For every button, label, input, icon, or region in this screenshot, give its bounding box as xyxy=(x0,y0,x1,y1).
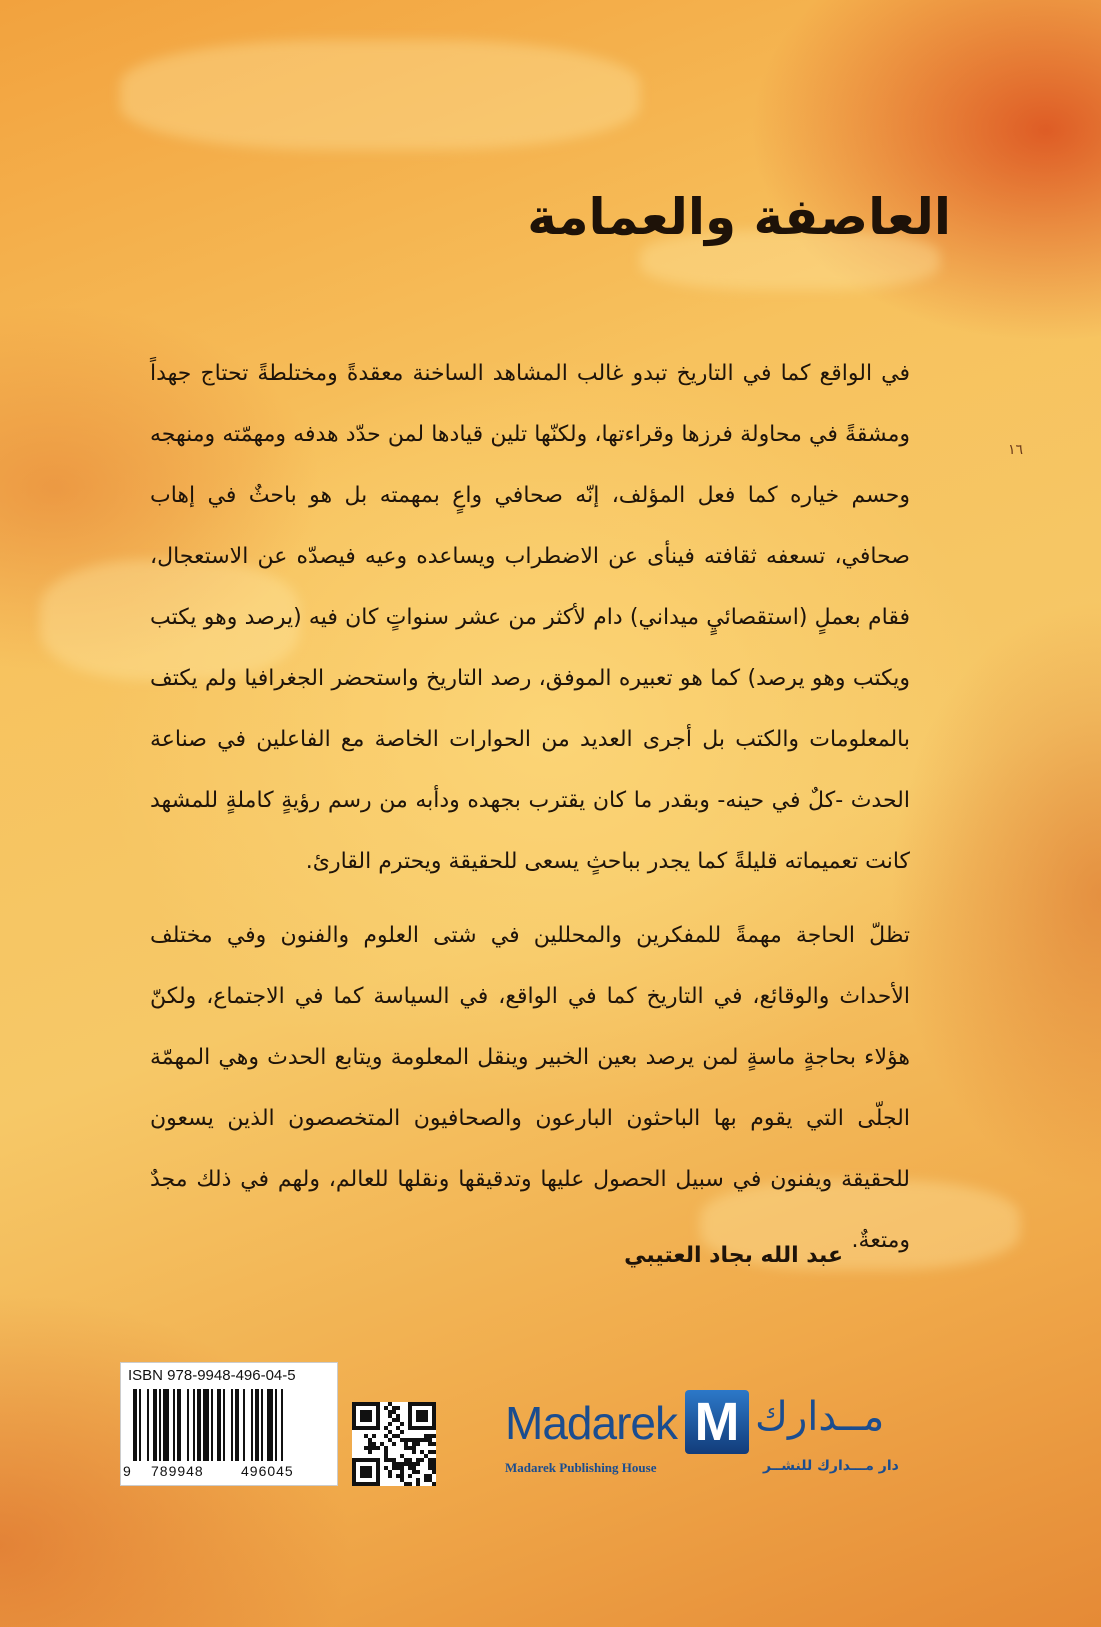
qr-module xyxy=(428,1434,432,1438)
barcode-bar xyxy=(193,1389,195,1461)
qr-module xyxy=(416,1438,420,1442)
qr-module xyxy=(392,1418,396,1422)
qr-module xyxy=(396,1474,400,1478)
qr-module xyxy=(368,1442,372,1446)
qr-module xyxy=(392,1462,396,1466)
qr-module xyxy=(388,1430,392,1434)
qr-module xyxy=(404,1458,408,1462)
publisher-m-icon: M xyxy=(685,1390,749,1454)
qr-module xyxy=(428,1478,432,1482)
qr-module xyxy=(392,1466,396,1470)
qr-module xyxy=(380,1442,384,1446)
margin-mark: ١٦ xyxy=(1008,442,1024,458)
qr-module xyxy=(424,1474,428,1478)
qr-module xyxy=(412,1438,416,1442)
barcode-bar xyxy=(197,1389,201,1461)
qr-module xyxy=(388,1410,392,1414)
qr-module xyxy=(392,1410,396,1414)
qr-module xyxy=(432,1450,436,1454)
qr-module xyxy=(396,1414,400,1418)
qr-module xyxy=(404,1462,408,1466)
qr-module xyxy=(408,1462,412,1466)
qr-module xyxy=(412,1446,416,1450)
qr-module xyxy=(388,1470,392,1474)
barcode-digits-right: 496045 xyxy=(241,1463,294,1479)
qr-module xyxy=(384,1454,388,1458)
qr-module xyxy=(428,1450,432,1454)
qr-module xyxy=(412,1470,416,1474)
qr-module xyxy=(416,1458,420,1462)
qr-module xyxy=(396,1434,400,1438)
qr-module xyxy=(416,1470,420,1474)
publisher-name-latin: Madarek xyxy=(505,1397,677,1449)
qr-module xyxy=(388,1402,392,1406)
barcode-bar xyxy=(261,1389,263,1461)
barcode-digit-first: 9 xyxy=(123,1463,132,1479)
qr-module xyxy=(428,1458,432,1462)
qr-module xyxy=(408,1438,412,1442)
qr-module xyxy=(392,1434,396,1438)
qr-module xyxy=(364,1446,368,1450)
qr-module xyxy=(416,1462,420,1466)
qr-module xyxy=(396,1466,400,1470)
qr-module xyxy=(432,1466,436,1470)
qr-module xyxy=(372,1434,376,1438)
barcode-bar xyxy=(223,1389,225,1461)
qr-module xyxy=(400,1470,404,1474)
publisher-name-arabic: مــدارك xyxy=(755,1394,885,1440)
qr-module xyxy=(412,1450,416,1454)
barcode-bar xyxy=(133,1389,137,1461)
paint-stroke xyxy=(120,40,640,150)
qr-module xyxy=(400,1478,404,1482)
barcode-bar xyxy=(275,1389,277,1461)
barcode-bar xyxy=(231,1389,233,1461)
qr-module xyxy=(360,1410,372,1422)
qr-module xyxy=(396,1426,400,1430)
qr-module xyxy=(388,1458,392,1462)
barcode-bar xyxy=(159,1389,161,1461)
qr-module xyxy=(404,1482,408,1486)
qr-module xyxy=(428,1466,432,1470)
qr-module xyxy=(400,1430,404,1434)
publisher-subtitle-en: Madarek Publishing House xyxy=(505,1460,657,1475)
barcode-bar xyxy=(173,1389,175,1461)
qr-module xyxy=(368,1446,372,1450)
qr-module xyxy=(432,1462,436,1466)
qr-module xyxy=(408,1482,412,1486)
qr-module xyxy=(392,1406,396,1410)
isbn-text: ISBN 978-9948-496-04-5 xyxy=(128,1367,296,1384)
qr-module xyxy=(388,1422,392,1426)
qr-module xyxy=(408,1474,412,1478)
barcode-bar xyxy=(187,1389,189,1461)
qr-module xyxy=(432,1482,436,1486)
qr-module xyxy=(388,1474,392,1478)
qr-module xyxy=(384,1458,388,1462)
barcode-digits-left: 789948 xyxy=(151,1463,204,1479)
qr-module xyxy=(404,1438,408,1442)
qr-module xyxy=(400,1474,404,1478)
qr-module xyxy=(372,1442,376,1446)
barcode-bar xyxy=(217,1389,221,1461)
barcode-bar xyxy=(243,1389,245,1461)
qr-module xyxy=(372,1446,376,1450)
qr-module xyxy=(420,1458,424,1462)
qr-module xyxy=(360,1466,372,1478)
qr-module xyxy=(384,1450,388,1454)
barcode-bar xyxy=(235,1389,239,1461)
qr-module xyxy=(384,1406,388,1410)
qr-module xyxy=(416,1442,420,1446)
qr-module xyxy=(424,1454,428,1458)
qr-module xyxy=(420,1438,424,1442)
qr-module xyxy=(428,1462,432,1466)
publisher-logo xyxy=(505,1386,935,1486)
barcode-bar xyxy=(147,1389,149,1461)
qr-module xyxy=(384,1426,388,1430)
barcode-bar xyxy=(139,1389,141,1461)
qr-module xyxy=(420,1450,424,1454)
qr-module xyxy=(384,1466,388,1470)
qr-module xyxy=(432,1470,436,1474)
barcode-bar xyxy=(211,1389,213,1461)
barcode-bar xyxy=(203,1389,209,1461)
barcode-bar xyxy=(255,1389,259,1461)
qr-module xyxy=(428,1474,432,1478)
qr-module xyxy=(412,1466,416,1470)
qr-module xyxy=(432,1458,436,1462)
qr-module xyxy=(368,1438,372,1442)
barcode-bar xyxy=(281,1389,283,1461)
qr-module xyxy=(416,1478,420,1482)
qr-module xyxy=(400,1462,404,1466)
qr-module xyxy=(400,1438,404,1442)
qr-module xyxy=(416,1410,428,1422)
qr-code xyxy=(352,1402,436,1486)
qr-module xyxy=(428,1438,432,1442)
qr-module xyxy=(412,1462,416,1466)
qr-module xyxy=(408,1466,412,1470)
qr-module xyxy=(376,1446,380,1450)
qr-module xyxy=(404,1446,408,1450)
qr-module xyxy=(388,1438,392,1442)
qr-module xyxy=(384,1434,388,1438)
qr-module xyxy=(424,1478,428,1482)
qr-module xyxy=(408,1446,412,1450)
qr-module xyxy=(412,1442,416,1446)
qr-module xyxy=(400,1454,404,1458)
barcode-bar xyxy=(177,1389,181,1461)
qr-module xyxy=(416,1482,420,1486)
qr-module xyxy=(408,1458,412,1462)
isbn-barcode xyxy=(120,1362,338,1486)
qr-module xyxy=(404,1442,408,1446)
blurb-paragraph-2: تظلّ الحاجة مهمةً للمفكرين والمحللين في شتى العلوم والفنون وفي مختلف الأحداث والوقائع، في التاريخ كما في الواقع، في السياسة كما في الاجتماع، ولكنّ هؤلاء بحاجةٍ ماسةٍ لمن يرصد بعين الخبير وينقل المعلومة ويتابع الحدث وهي المهمّة الجلّى التي يقوم بها الباحثون البارعون والصحافيون المتخصصون الذين يسعون للحقيقة ويفنون في سبيل الحصول عليها وتدقيقها ونقلها للعالم، ولهم في ذلك مجدٌ ومتعةٌ. xyxy=(150,923,910,1253)
barcode-bar xyxy=(153,1389,157,1461)
qr-module xyxy=(428,1442,432,1446)
qr-module xyxy=(432,1434,436,1438)
qr-module xyxy=(384,1446,388,1450)
qr-module xyxy=(388,1414,392,1418)
qr-module xyxy=(396,1406,400,1410)
qr-module xyxy=(392,1458,396,1462)
qr-module xyxy=(424,1434,428,1438)
qr-module xyxy=(400,1422,404,1426)
qr-module xyxy=(364,1434,368,1438)
qr-module xyxy=(432,1442,436,1446)
book-title: العاصفة والعمامة xyxy=(527,188,951,246)
blurb-paragraph-1: في الواقع كما في التاريخ تبدو غالب المشاهد الساخنة معقدةً ومختلطةً تحتاج جهداً ومشقةً في محاولة فرزها وقراءتها، ولكنّها تلين قيادها لمن حدّد هدفه ومهمّته ومنهجه وحسم خياره كما فعل المؤلف، إنّه صحافي واعٍ بمهمته بل هو باحثٌ في إهاب صحافي، تسعفه ثقافته فينأى عن الاضطراب ويساعده وعيه فيصدّه عن الاستعجال، فقام بعملٍ (استقصائيٍ ميداني) دام لأكثر من عشر سنواتٍ كان فيه (يرصد وهو يكتب ويكتب وهو يرصد) كما هو تعبيره الموفق، رصد التاريخ واستحضر الجغرافيا ولم يكتف بالمعلومات والكتب بل أجرى العديد من الحوارات الخاصة مع الفاعلين في صناعة الحدث -كلٌ في حينه- وبقدر ما كان يقترب بجهده ودأبه من رسم رؤيةٍ كاملةٍ للمشهد كانت تعميماته قليلةً كما يجدر بباحثٍ يسعى للحقيقة ويحترم القارئ. xyxy=(150,361,910,874)
qr-module xyxy=(424,1438,428,1442)
qr-module xyxy=(396,1462,400,1466)
qr-module xyxy=(400,1466,404,1470)
qr-module xyxy=(396,1418,400,1422)
qr-module xyxy=(368,1450,372,1454)
barcode-bar xyxy=(163,1389,169,1461)
barcode-bar xyxy=(267,1389,273,1461)
barcode-bar xyxy=(251,1389,253,1461)
author-name: عبد الله بجاد العتيبي xyxy=(624,1243,843,1268)
barcode-bars xyxy=(129,1389,329,1461)
qr-module xyxy=(392,1442,396,1446)
publisher-subtitle-ar: دار مـــدارك للنشــر xyxy=(763,1458,899,1474)
